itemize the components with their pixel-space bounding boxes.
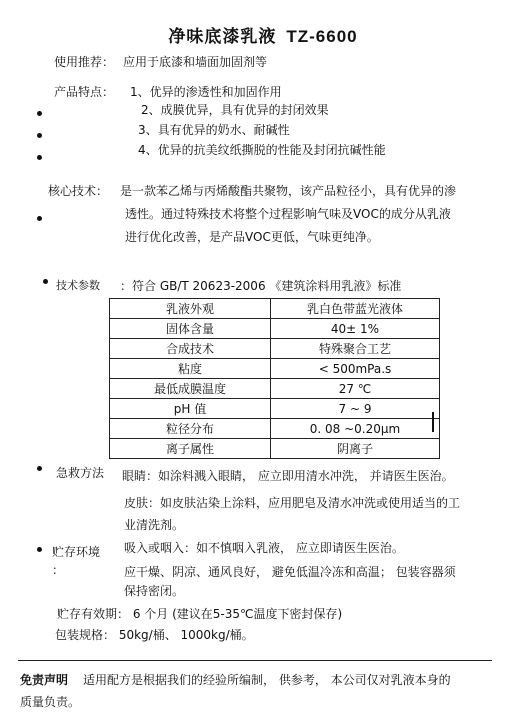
table-edge-mark: [432, 412, 434, 432]
spec-value: 特殊聚合工艺: [271, 339, 440, 359]
core-tech-line: 透性。通过特殊技术将整个过程影响气味及VOC的成分从乳液: [125, 207, 451, 221]
spec-name: 粒径分布: [110, 419, 271, 439]
shelf-life: 贮存有效期： 6 个月 (建议在5-35℃温度下密封保存): [57, 607, 343, 621]
spec-value: 27 ℃: [271, 379, 440, 399]
usage-label: 使用推荐：: [54, 55, 115, 69]
table-row: [110, 419, 440, 439]
bullet-icon: [37, 155, 42, 160]
bullet-icon: [37, 547, 42, 552]
spec-value: 40± 1%: [271, 319, 440, 339]
bullet-icon: [37, 216, 42, 221]
disclaimer-text: 适用配方是根据我们的经验所编制， 供参考， 本公司仅对乳液本身的: [83, 673, 451, 687]
features-label: 产品特点：: [54, 85, 115, 99]
storage-env-line: 应干燥、阴凉、通风良好， 避免低温冷冻和高温； 包装容器须: [124, 565, 456, 579]
spec-name: 最低成膜温度: [110, 379, 271, 399]
spec-name: pH 值: [110, 399, 271, 419]
first-aid-eyes: 眼睛：如涂料溅入眼睛， 应立即用清水冲洗， 并请医生医治。: [122, 469, 454, 483]
table-row: [110, 399, 440, 419]
tech-params-label: 技术参数: [56, 279, 100, 292]
spec-value: 乳白色带蓝光液体: [271, 299, 440, 319]
spec-table: [109, 298, 440, 459]
table-row: [110, 439, 440, 459]
bullet-icon: [43, 279, 48, 284]
spec-value: 0. 08 ~0.20μm: [271, 419, 440, 439]
spec-name: 粘度: [110, 359, 271, 379]
core-tech-line: 是一款苯乙烯与丙烯酸酯共聚物，该产品粒径小，具有优异的渗: [120, 184, 457, 198]
storage-label-colon: ：: [52, 563, 65, 577]
spec-name: 合成技术: [110, 339, 271, 359]
spec-value: < 500mPa.s: [271, 359, 440, 379]
table-row: [110, 299, 440, 319]
disclaimer-text-line-2: 质量负责。: [20, 695, 81, 709]
bullet-icon: [37, 466, 42, 471]
core-tech-label: 核心技术：: [48, 184, 109, 198]
feature-item: 1、优异的渗透性和加固作用: [130, 85, 282, 99]
first-aid-skin-line: 业清洗剂。: [124, 518, 185, 532]
bullet-icon: [37, 133, 42, 138]
page-title: [0, 22, 526, 47]
core-tech-line: 进行优化改善，是产品VOC更低，气味更纯净。: [125, 230, 379, 244]
storage-env-line: 保持密闭。: [124, 584, 185, 598]
feature-item: 4、优异的抗美纹纸撕脱的性能及封闭抗碱性能: [138, 143, 386, 157]
spec-value: 7 ~ 9: [271, 399, 440, 419]
table-row: [110, 359, 440, 379]
storage-label: 贮存环境: [52, 545, 101, 559]
spec-name: 离子属性: [110, 439, 271, 459]
usage-text: 应用于底漆和墙面加固剂等: [123, 55, 268, 69]
spec-name: 固体含量: [110, 319, 271, 339]
first-aid-skin-line: 皮肤：如皮肤沾染上涂料，应用肥皂及清水冲洗或使用适当的工: [124, 496, 461, 510]
table-row: [110, 379, 440, 399]
table-row: [110, 319, 440, 339]
feature-item: 2、成膜优异，具有优异的封闭效果: [141, 103, 329, 117]
spec-name: 乳液外观: [110, 299, 271, 319]
feature-item: 3、具有优异的奶水、耐碱性: [138, 123, 290, 137]
product-code: TZ-6600: [286, 27, 358, 46]
first-aid-label: 急救方法: [56, 466, 105, 480]
bullet-icon: [37, 111, 42, 116]
product-name: 净味底漆乳液: [168, 27, 277, 47]
tech-params-standard: ：符合 GB/T 20623-2006 《建筑涂料用乳液》标准: [120, 279, 402, 293]
disclaimer-label: 免责声明: [20, 673, 69, 687]
storage-inhale: 吸入或咽入：如不慎咽入乳液， 应立即请医生医治。: [124, 541, 404, 555]
packaging: 包装规格： 50kg/桶、 1000kg/桶。: [55, 628, 254, 642]
divider: [18, 660, 492, 661]
table-row: [110, 339, 440, 359]
spec-value: 阴离子: [271, 439, 440, 459]
